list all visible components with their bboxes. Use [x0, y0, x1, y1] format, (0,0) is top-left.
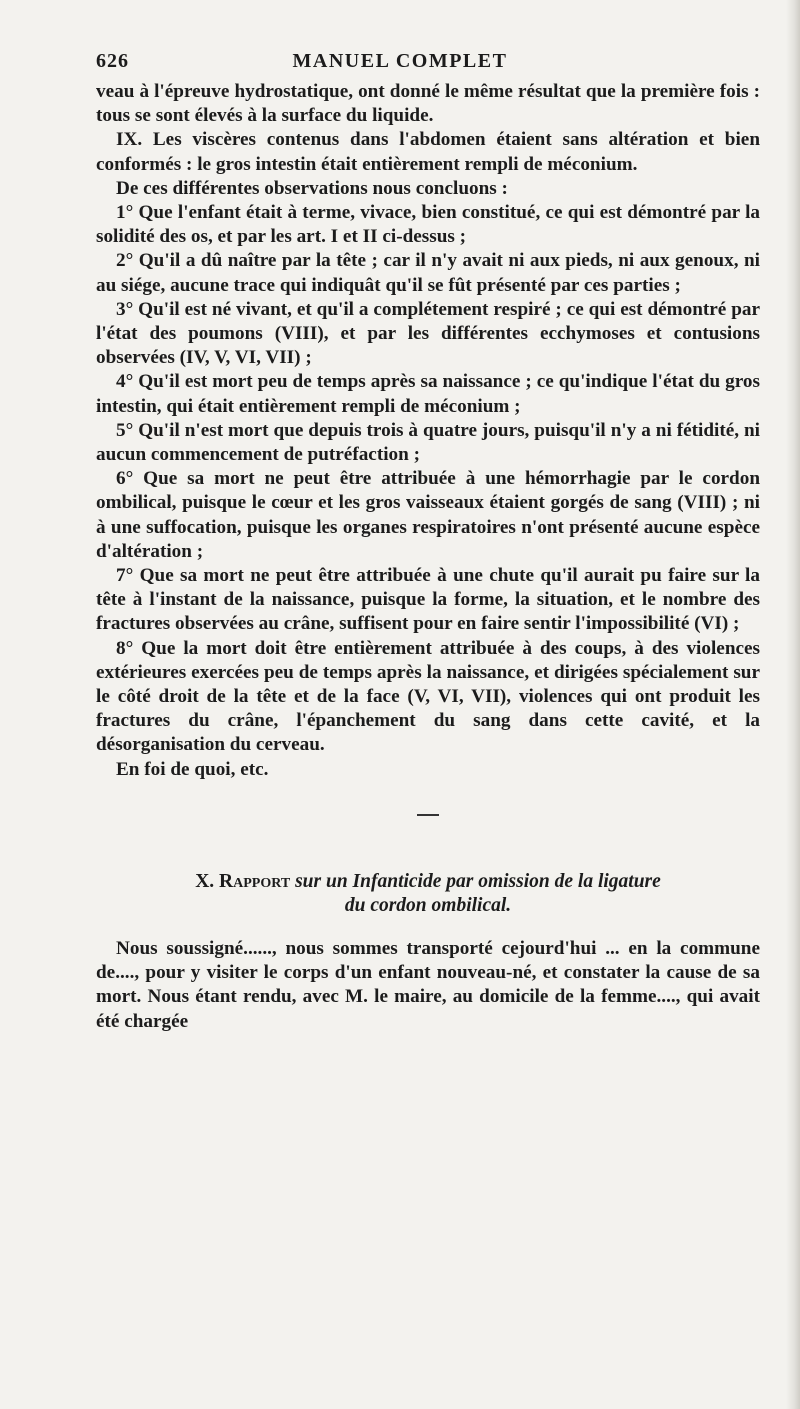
paragraph-ix: IX. Les viscères contenus dans l'abdomen étaient sans altération et bien conformés : le gros intestin était entièrement rempli de méconium. [96, 129, 760, 175]
page-edge [786, 0, 800, 1409]
section-separator [417, 814, 439, 816]
conclusion-2: 2° Qu'il a dû naître par la tête ; car il n'y avait ni aux pieds, ni aux genoux, ni au siége, aucune trace qui indiquât qu'il se fût présenté par ces parties ; [96, 250, 760, 296]
section-title-line1: sur un Infanticide par omission de la ligature [295, 870, 661, 892]
paragraph-conclusions-intro: De ces différentes observations nous concluons : [116, 177, 508, 199]
conclusion-3: 3° Qu'il est né vivant, et qu'il a complétement respiré ; ce qui est démontré par l'état des poumons (VIII), et par les différentes ecchymoses et contusions observées (IV, V, VI, VII) ; [96, 298, 760, 369]
page-header [0, 0, 800, 80]
conclusion-6: 6° Que sa mort ne peut être attribuée à une hémorrhagie par le cordon ombilical, puisque le cœur et les gros vaisseaux étaient gorgés de sang (VIII) ; ni à une suffocation, puisque les organes respiratoires n'ont présenté aucune espèce d'altération ; [96, 468, 760, 562]
page-number: 626 [96, 50, 129, 72]
conclusion-5: 5° Qu'il n'est mort que depuis trois à quatre jours, puisqu'il n'y a ni fétidité, ni aucun commencement de putréfaction ; [96, 419, 760, 466]
conclusion-7: 7° Que sa mort ne peut être attribuée à une chute qu'il aurait pu faire sur la tête à l'instant de la naissance, puisque la forme, la situation, et le nombre des fractures observées au crâne, suffisent pour en faire sentir l'impossibilité (VI) ; [96, 565, 760, 635]
page-body [96, 80, 760, 1034]
section-number: X. [195, 870, 215, 892]
section-heading [96, 870, 760, 918]
conclusion-1: 1° Que l'enfant était à terme, vivace, bien constitué, ce qui est démontré par la solidité des os, et par les art. I et II ci-dessus ; [96, 202, 760, 248]
report-opening-paragraph: Nous soussigné......, nous sommes transporté cejourd'hui ... en la commune de...., pour y visiter le corps d'un enfant nouveau-né, et constater la cause de sa mort. Nous étant rendu, avec M. le maire, au domicile de la femme...., qui avait été chargée [96, 937, 760, 1032]
section-title-line2: du cordon ombilical. [344, 894, 512, 916]
section-label: Rapport [219, 870, 291, 892]
conclusion-4: 4° Qu'il est mort peu de temps après sa naissance ; ce qu'indique l'état du gros intestin, qui était entièrement rempli de méconium ; [96, 371, 760, 417]
closing-formula: En foi de quoi, etc. [116, 758, 269, 780]
paragraph-continuation: veau à l'épreuve hydrostatique, ont donné le même résultat que la première fois : tous se sont élevés à la surface du liquide. [96, 81, 760, 127]
conclusion-8: 8° Que la mort doit être entièrement attribuée à des coups, à des violences extérieures exercées peu de temps après la naissance, et dirigées spécialement sur le côté droit de la tête et de la face (V, VI, VII), violences qui ont produit les fractures du crâne, l'épanchement du sang dans cette cavité, et la désorganisation du cerveau. [96, 637, 760, 756]
running-title: MANUEL COMPLET [292, 50, 508, 72]
